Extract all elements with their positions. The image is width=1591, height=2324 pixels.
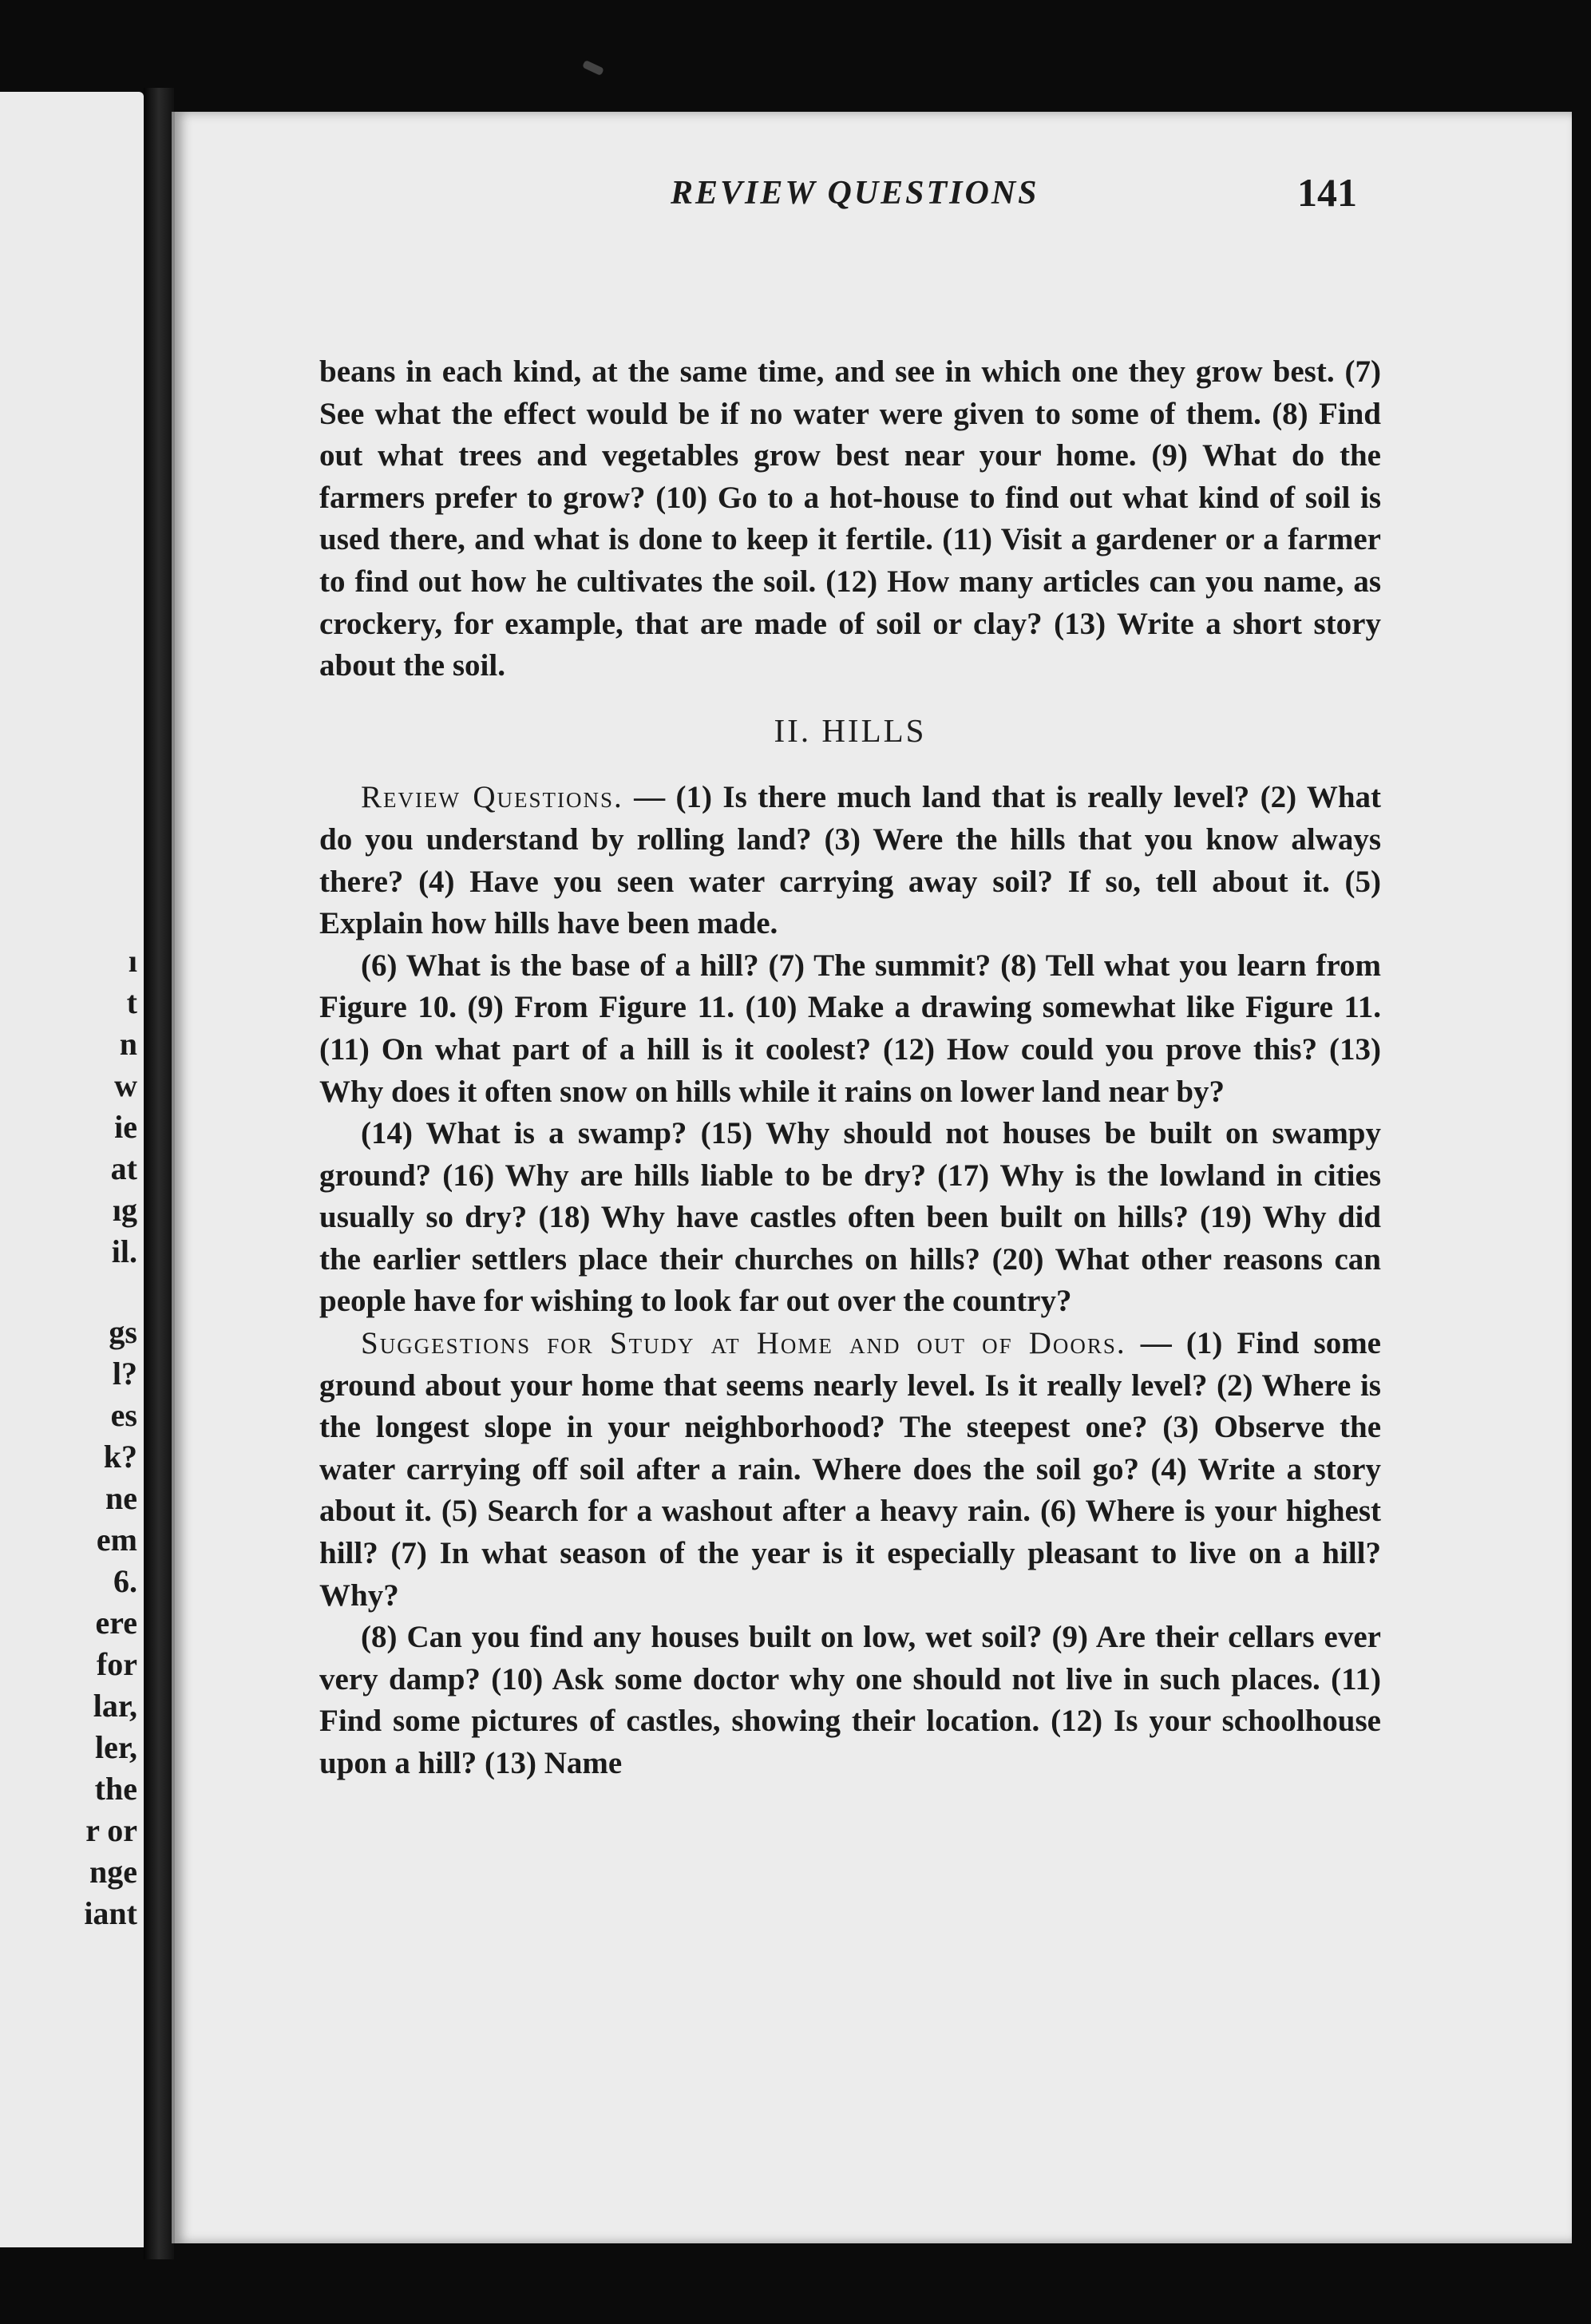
paragraph-soil-continued: beans in each kind, at the same time, and see in which one they grow best. (7) See what the effect would be if no water were given to some of them. (8) Find out what trees and vegetables grow best near your home. (9) What do the farmers prefer to grow? (10) Go to a hot-house to find out what kind of soil is used there, and what is done to keep it fertile. (11) Visit a gardener or a farmer to find out how he cultivates the soil. (12) How many articles can you name, as crockery, for example, that are made of soil or clay? (13) Write a short story about the soil. <box>319 354 1381 683</box>
previous-page-fragment: the <box>94 1771 137 1807</box>
previous-page-fragment: ıg <box>112 1192 137 1228</box>
page-number: 141 <box>1297 170 1357 215</box>
previous-page-fragment: ı <box>128 943 137 979</box>
previous-page-fragment: r or <box>85 1812 137 1848</box>
previous-page-fragment: iant <box>84 1895 137 1931</box>
previous-page-fragment: ie <box>114 1109 137 1145</box>
page-header <box>479 170 1389 230</box>
scan-speck <box>582 60 604 76</box>
paragraph-houses-wet-soil: (8) Can you find any houses built on low, wet soil? (9) Are their cellars ever very damp? (10) Ask some doctor why one should not live in such places. (11) Find some pictures of castles, showing their location. (12) Is your schoolhouse upon a hill? (13) Name <box>319 1620 1381 1780</box>
previous-page-fragment: 6. <box>113 1563 137 1599</box>
paragraph-review-questions <box>319 777 1381 944</box>
paragraph-hill-base: (6) What is the base of a hill? (7) The summit? (8) Tell what you learn from Figure 10. (9) From Figure 11. (10) Make a drawing somewhat like Figure 11. (11) On what part of a hill is it coolest? (12) How could you prove this? (13) Why does it often snow on hills while it rains on lower land near by? <box>319 948 1381 1109</box>
review-questions-text: — (1) Is there much land that is really level? (2) What do you understand by rolling land? (3) Were the hills that you know always there? (4) Have you seen water carrying away soil? If so, tell about it. (5) Explain how hills have been made. <box>319 780 1381 941</box>
previous-page-fragment: nge <box>89 1854 137 1890</box>
previous-page-edge <box>0 92 144 2247</box>
page-body <box>319 351 1381 1785</box>
previous-page-fragment: es <box>110 1397 137 1433</box>
paragraph-swamp: (14) What is a swamp? (15) Why should not houses be built on swampy ground? (16) Why are hills liable to be dry? (17) Why is the lowland in cities usually so dry? (18) Why have castles often been built on hills? (19) Why did the earlier settlers place their churches on hills? (20) What other reasons can people have for wishing to look far out over the country? <box>319 1116 1381 1319</box>
previous-page-fragment: gs <box>109 1314 137 1350</box>
previous-page-fragment: for <box>96 1646 137 1682</box>
previous-page-fragment: il. <box>111 1233 137 1269</box>
previous-page-fragment: w <box>114 1067 137 1103</box>
previous-page-fragment: l? <box>112 1356 137 1392</box>
book-gutter <box>144 88 174 2259</box>
suggestions-text: — (1) Find some ground about your home that seems nearly level. Is it really level? (2) Where is the longest slope in your neighborhood? The steepest one? (3) Observe the water carrying off soil after a rain. Where does the soil go? (4) Write a story about it. (5) Search for a washout after a heavy rain. (6) Where is your highest hill? (7) In what season of the year is it especially pleasant to live on a hill? Why? <box>319 1326 1381 1613</box>
previous-page-fragment: lar, <box>93 1688 137 1724</box>
previous-page-fragment: em <box>96 1522 137 1558</box>
review-questions-label: Review Questions. <box>361 780 623 815</box>
running-head: REVIEW QUESTIONS <box>671 175 1039 212</box>
previous-page-fragment: n <box>119 1026 137 1062</box>
paragraph-suggestions <box>319 1323 1381 1617</box>
previous-page-fragment: ler, <box>95 1729 137 1765</box>
suggestions-label: Suggestions for Study at Home and out of Doors. <box>361 1326 1126 1361</box>
previous-page-fragment: ere <box>95 1605 137 1641</box>
section-title: II. HILLS <box>774 711 927 749</box>
previous-page-fragment: at <box>110 1150 137 1186</box>
previous-page-fragment: t <box>126 984 137 1020</box>
previous-page-fragment: k? <box>103 1439 137 1475</box>
previous-page-fragment: ne <box>105 1480 137 1516</box>
